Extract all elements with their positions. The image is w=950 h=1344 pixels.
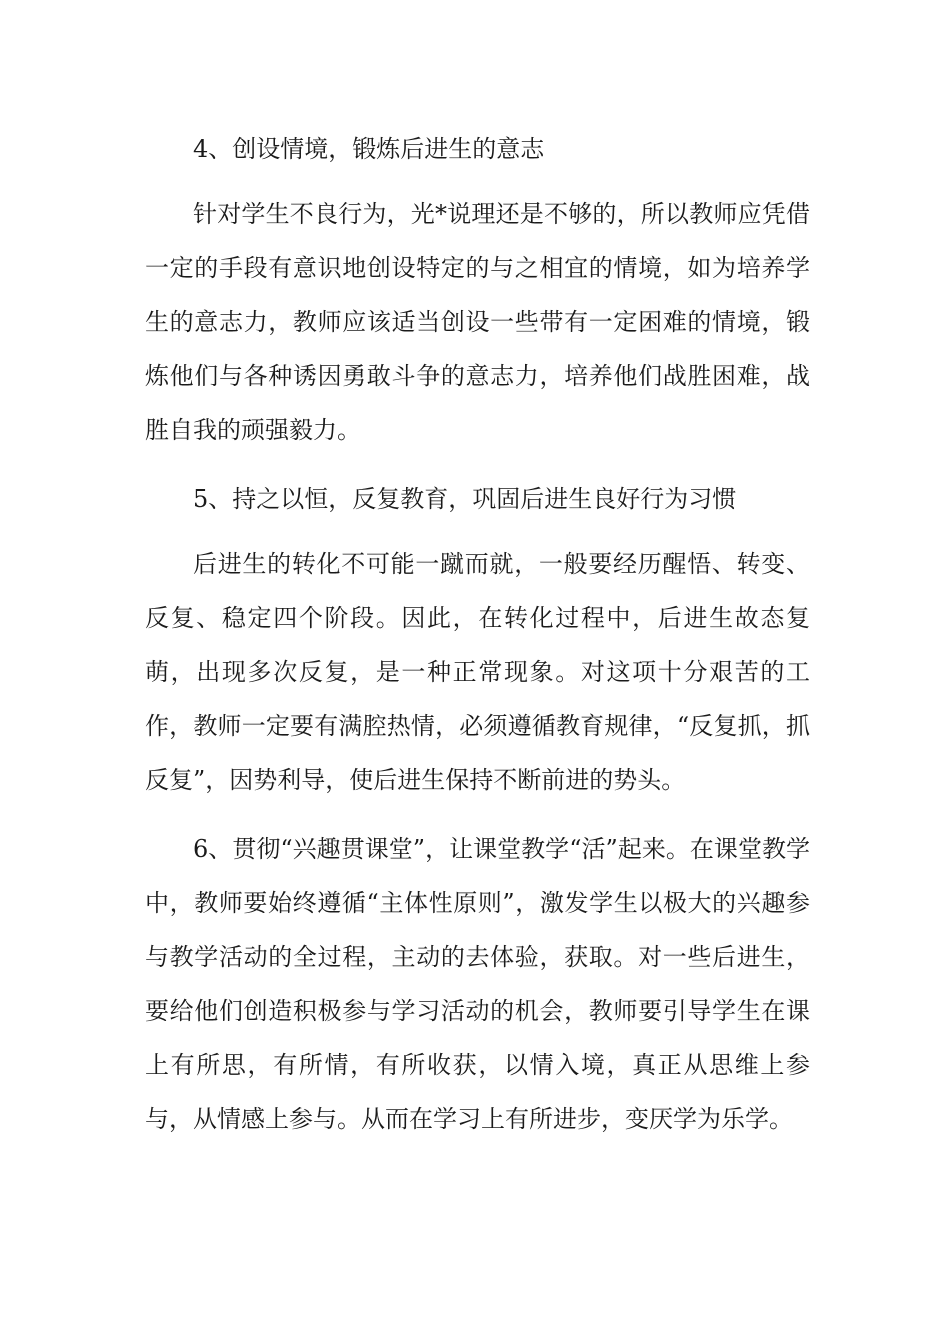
section-5-paragraph: 后进生的转化不可能一蹴而就，一般要经历醒悟、转变、反复、稳定四个阶段。因此，在转化过程中，后进生故态复萌，出现多次反复，是一种正常现象。对这项十分艰苦的工作，教师一定要有满腔热情，必须遵循教育规律，“反复抓，抓反复”，因势利导，使后进生保持不断前进的势头。 [145, 550, 810, 794]
document-page [145, 122, 810, 1146]
section-6-paragraph: 6、贯彻“兴趣贯课堂”，让课堂教学“活”起来。在课堂教学中，教师要始终遵循“主体性原则”，激发学生以极大的兴趣参与教学活动的全过程，主动的去体验，获取。对一些后进生，要给他们创造积极参与学习活动的机会，教师要引导学生在课上有所思，有所情，有所收获，以情入境，真正从思维上参与，从情感上参与。从而在学习上有所进步，变厌学为乐学。 [145, 835, 810, 1133]
section-4-heading: 4、创设情境，锻炼后进生的意志 [193, 135, 545, 163]
section-4-paragraph: 针对学生不良行为，光*说理还是不够的，所以教师应凭借一定的手段有意识地创设特定的与之相宜的情境，如为培养学生的意志力，教师应该适当创设一些带有一定困难的情境，锻炼他们与各种诱因勇敢斗争的意志力，培养他们战胜困难，战胜自我的顽强毅力。 [145, 200, 810, 444]
section-5-heading: 5、持之以恒，反复教育，巩固后进生良好行为习惯 [193, 485, 737, 513]
